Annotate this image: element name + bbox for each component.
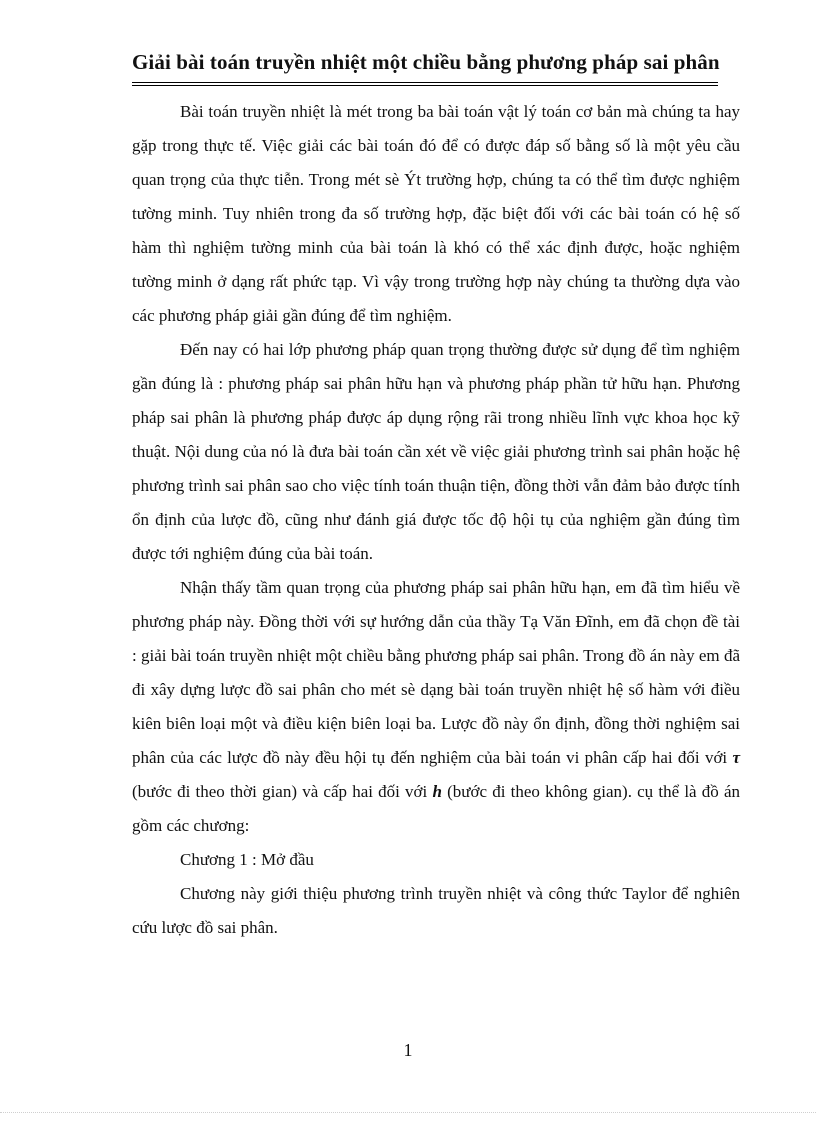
paragraph-motivation-text-b: (bước đi theo thời gian) và cấp hai đối với xyxy=(132,782,428,801)
header-double-rule xyxy=(132,82,718,86)
paragraph-methods: Đến nay có hai lớp phương pháp quan trọng thường được sử dụng để tìm nghiệm gần đúng là : phương pháp sai phân hữu hạn và phương pháp phần tử hữu hạn. Phương pháp sai phân là phương pháp được áp dụng rộng rãi trong nhiều lĩnh vực khoa học kỹ thuật. Nội dung của nó là đưa bài toán cần xét về việc giải phương trình sai phân hoặc hệ phương trình sai phân sao cho việc tính toán thuận tiện, đồng thời vẫn đảm bảo được tính ổn định của lược đồ, cũng như đánh giá được tốc độ hội tụ của nghiệm gần đúng tìm được tới nghiệm đúng của bài toán. xyxy=(132,340,740,563)
tau-symbol: τ xyxy=(732,748,740,767)
paragraph-motivation-text-c: (bước đi theo không gian). cụ thể là đồ án gồm các chương: xyxy=(132,782,741,835)
chapter-1-description: Chương này giới thiệu phương trình truyền nhiệt và công thức Taylor để nghiên cứu lược đồ sai phân. xyxy=(132,884,740,937)
page-header xyxy=(132,50,718,75)
page-bottom-dotted-border xyxy=(0,1112,816,1113)
chapter-1-heading: Chương 1 : Mở đầu xyxy=(180,850,314,869)
header-title: Giải bài toán truyền nhiệt một chiều bằng phương pháp sai phân xyxy=(132,50,720,74)
paragraph-motivation-text-a: Nhận thấy tầm quan trọng của phương pháp sai phân hữu hạn, em đã tìm hiểu về phương pháp này. Đồng thời với sự hướng dẫn của thầy Tạ Văn Đĩnh, em đã chọn đề tài : giải bài toán truyền nhiệt một chiều bằng phương pháp sai phân. Trong đồ án này em đã đi xây dựng lược đồ sai phân cho mét sè dạng bài toán truyền nhiệt hệ số hàm với điều kiên biên loại một và điều kiện biên loại ba. Lược đồ này ổn định, đồng thời nghiệm sai phân của các lược đồ này đều hội tụ đến nghiệm của bài toán vi phân cấp hai đối với xyxy=(132,578,740,767)
document-body xyxy=(132,95,740,945)
paragraph-intro: Bài toán truyền nhiệt là mét trong ba bài toán vật lý toán cơ bản mà chúng ta hay gặp trong thực tế. Việc giải các bài toán đó để có được đáp số bằng số là một yêu cầu quan trọng của thực tiễn. Trong mét sè Ýt trường hợp, chúng ta có thể tìm được nghiệm tường minh. Tuy nhiên trong đa số trường hợp, đặc biệt đối với các bài toán có hệ số hàm thì nghiệm tường minh của bài toán là khó có thể xác định được, hoặc nghiệm tường minh ở dạng rất phức tạp. Vì vậy trong trường hợp này chúng ta thường dựa vào các phương pháp giải gần đúng để tìm nghiệm. xyxy=(132,102,740,325)
paragraph-motivation xyxy=(132,571,740,843)
h-symbol: h xyxy=(432,782,442,801)
page-number: 1 xyxy=(403,1040,413,1060)
